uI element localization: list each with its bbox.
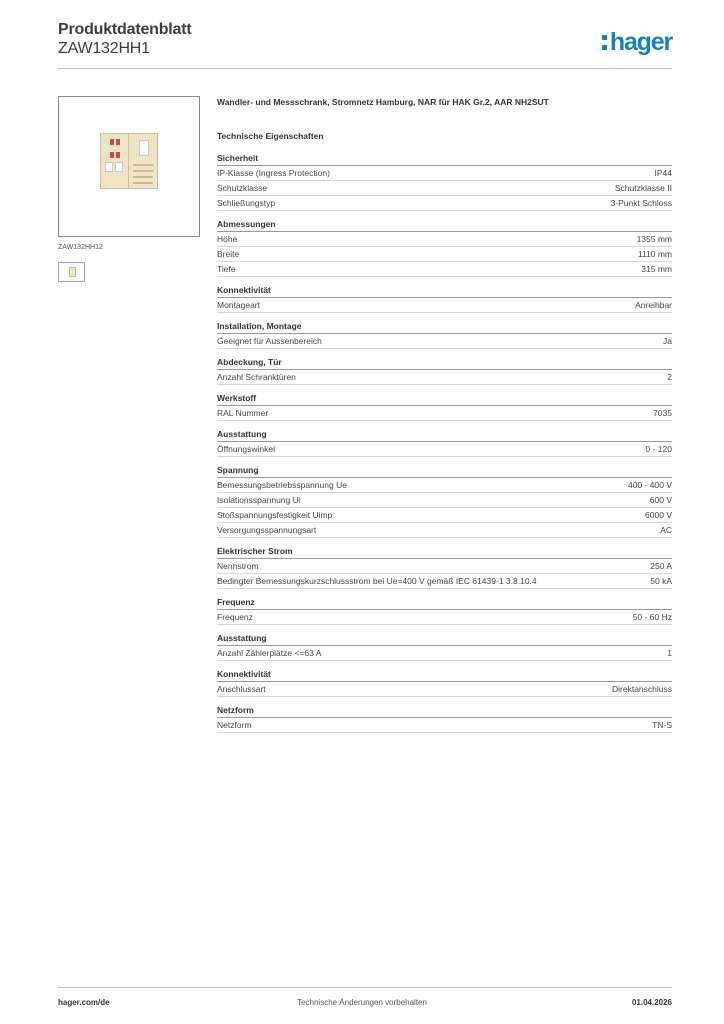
spec-value: 315 mm <box>641 264 672 274</box>
footer-website[interactable]: hager.com/de <box>58 998 110 1007</box>
spec-value: IP44 <box>654 168 672 178</box>
cabinet-rail <box>133 164 153 166</box>
spec-label: Schutzklasse <box>217 183 268 193</box>
spec-group <box>217 152 672 211</box>
spec-label: Höhe <box>217 234 238 244</box>
footer-divider <box>58 987 672 988</box>
spec-row <box>217 166 672 181</box>
spec-value: 1 <box>667 648 672 658</box>
spec-row <box>217 610 672 625</box>
spec-row <box>217 718 672 733</box>
spec-value: Direktanschluss <box>612 684 672 694</box>
spec-value: 250 A <box>650 561 672 571</box>
spec-group <box>217 392 672 421</box>
spec-value: Anreihbar <box>635 300 672 310</box>
spec-label: Bedingter Bemessungskurzschlussstrom bei Ue=400 V gemäß IEC 61439-1 3.8.10.4 <box>217 576 537 586</box>
spec-group-title: Sicherheit <box>217 152 672 166</box>
spec-group <box>217 356 672 385</box>
spec-group-title: Abdeckung, Tür <box>217 356 672 370</box>
header-divider <box>58 68 672 69</box>
spec-group-title: Spannung <box>217 464 672 478</box>
spec-row <box>217 232 672 247</box>
spec-value: AC <box>660 525 672 535</box>
section-title: Technische Eigenschaften <box>217 131 324 141</box>
cabinet-rail <box>133 176 153 178</box>
spec-group-title: Konnektivität <box>217 284 672 298</box>
footer-disclaimer: Technische Änderungen vorbehalten <box>297 998 427 1007</box>
cabinet-fuse <box>110 152 114 158</box>
spec-group-title: Werkstoff <box>217 392 672 406</box>
spec-label: Montageart <box>217 300 260 310</box>
spec-group-title: Konnektivität <box>217 668 672 682</box>
spec-row <box>217 559 672 574</box>
spec-group <box>217 632 672 661</box>
spec-value: 3-Punkt Schloss <box>610 198 672 208</box>
spec-value: 1110 mm <box>637 249 672 259</box>
image-thumbnail[interactable] <box>58 262 85 282</box>
spec-label: Tiefe <box>217 264 236 274</box>
spec-group <box>217 596 672 625</box>
cabinet-fuse <box>116 139 120 145</box>
image-caption: ZAW132HH12 <box>58 244 103 251</box>
spec-group <box>217 428 672 457</box>
spec-label: Öffnungswinkel <box>217 444 275 454</box>
spec-value: 400 - 400 V <box>628 480 672 490</box>
spec-group-title: Ausstattung <box>217 632 672 646</box>
spec-group <box>217 320 672 349</box>
product-image-frame <box>58 96 200 237</box>
spec-value: 1355 mm <box>636 234 672 244</box>
spec-label: Bemessungsbetriebsspannung Ue <box>217 480 347 490</box>
spec-group <box>217 704 672 733</box>
spec-label: Frequenz <box>217 612 253 622</box>
hager-logo <box>602 28 672 56</box>
spec-value: 6000 V <box>645 510 672 520</box>
spec-label: Nennstrom <box>217 561 259 571</box>
spec-label: Geeignet für Aussenbereich <box>217 336 322 346</box>
spec-label: Anzahl Schranktüren <box>217 372 296 382</box>
spec-label: Stoßspannungsfestigkeit Uimp <box>217 510 333 520</box>
cabinet-rail <box>133 182 153 184</box>
spec-row <box>217 508 672 523</box>
product-description: Wandler- und Messschrank, Stromnetz Hamburg, NAR für HAK Gr.2, AAR NH2SUT <box>217 97 549 107</box>
spec-row <box>217 406 672 421</box>
product-number: ZAW132HH1 <box>58 40 150 57</box>
spec-label: Anschlussart <box>217 684 266 694</box>
spec-row <box>217 247 672 262</box>
logo-colon-icon <box>602 33 608 53</box>
spec-value: Schutzklasse II <box>614 183 672 193</box>
cabinet-meter <box>139 140 149 156</box>
spec-value: 7035 <box>653 408 672 418</box>
spec-row <box>217 574 672 589</box>
spec-row <box>217 442 672 457</box>
spec-row <box>217 646 672 661</box>
spec-value: 50 kA <box>650 576 672 586</box>
spec-row <box>217 334 672 349</box>
spec-group <box>217 464 672 538</box>
spec-label: Breite <box>217 249 240 259</box>
spec-label: Netzform <box>217 720 252 730</box>
cabinet-divider <box>128 134 129 188</box>
footer-date: 01.04.2026 <box>631 998 672 1007</box>
spec-group-title: Frequenz <box>217 596 672 610</box>
thumbnail-cabinet-icon <box>69 267 76 277</box>
spec-row <box>217 370 672 385</box>
logo-text: hager <box>609 28 672 56</box>
cabinet-module <box>115 162 123 172</box>
spec-row <box>217 493 672 508</box>
spec-row <box>217 298 672 313</box>
spec-label: Versorgungsspannungsart <box>217 525 317 535</box>
spec-row <box>217 478 672 493</box>
spec-row <box>217 262 672 277</box>
document-title: Produktdatenblatt <box>58 21 192 38</box>
spec-group-title: Ausstattung <box>217 428 672 442</box>
spec-group <box>217 284 672 313</box>
spec-value: 50 - 60 Hz <box>632 612 672 622</box>
cabinet-fuse <box>116 152 120 158</box>
spec-value: 600 V <box>649 495 672 505</box>
cabinet-fuse <box>110 139 114 145</box>
spec-label: Anzahl Zählerplätze <=63 A <box>217 648 322 658</box>
spec-value: 0 - 120 <box>645 444 672 454</box>
spec-label: Schließungstyp <box>217 198 276 208</box>
spec-row <box>217 181 672 196</box>
spec-group <box>217 545 672 589</box>
spec-group-title: Installation, Montage <box>217 320 672 334</box>
spec-row <box>217 682 672 697</box>
spec-value: 2 <box>667 372 672 382</box>
spec-label: RAL Nummer <box>217 408 269 418</box>
cabinet-module <box>105 162 113 172</box>
spec-group <box>217 668 672 697</box>
spec-group <box>217 218 672 277</box>
spec-label: Isolationsspannung Ui <box>217 495 301 505</box>
spec-label: IP-Klasse (Ingress Protection) <box>217 168 330 178</box>
spec-row <box>217 523 672 538</box>
spec-table <box>217 152 672 740</box>
cabinet-rail <box>133 170 153 172</box>
spec-value: Ja <box>663 336 672 346</box>
spec-group-title: Netzform <box>217 704 672 718</box>
cabinet-image <box>100 133 158 189</box>
spec-group-title: Elektrischer Strom <box>217 545 672 559</box>
spec-group-title: Abmessungen <box>217 218 672 232</box>
spec-row <box>217 196 672 211</box>
spec-value: TN-S <box>652 720 672 730</box>
